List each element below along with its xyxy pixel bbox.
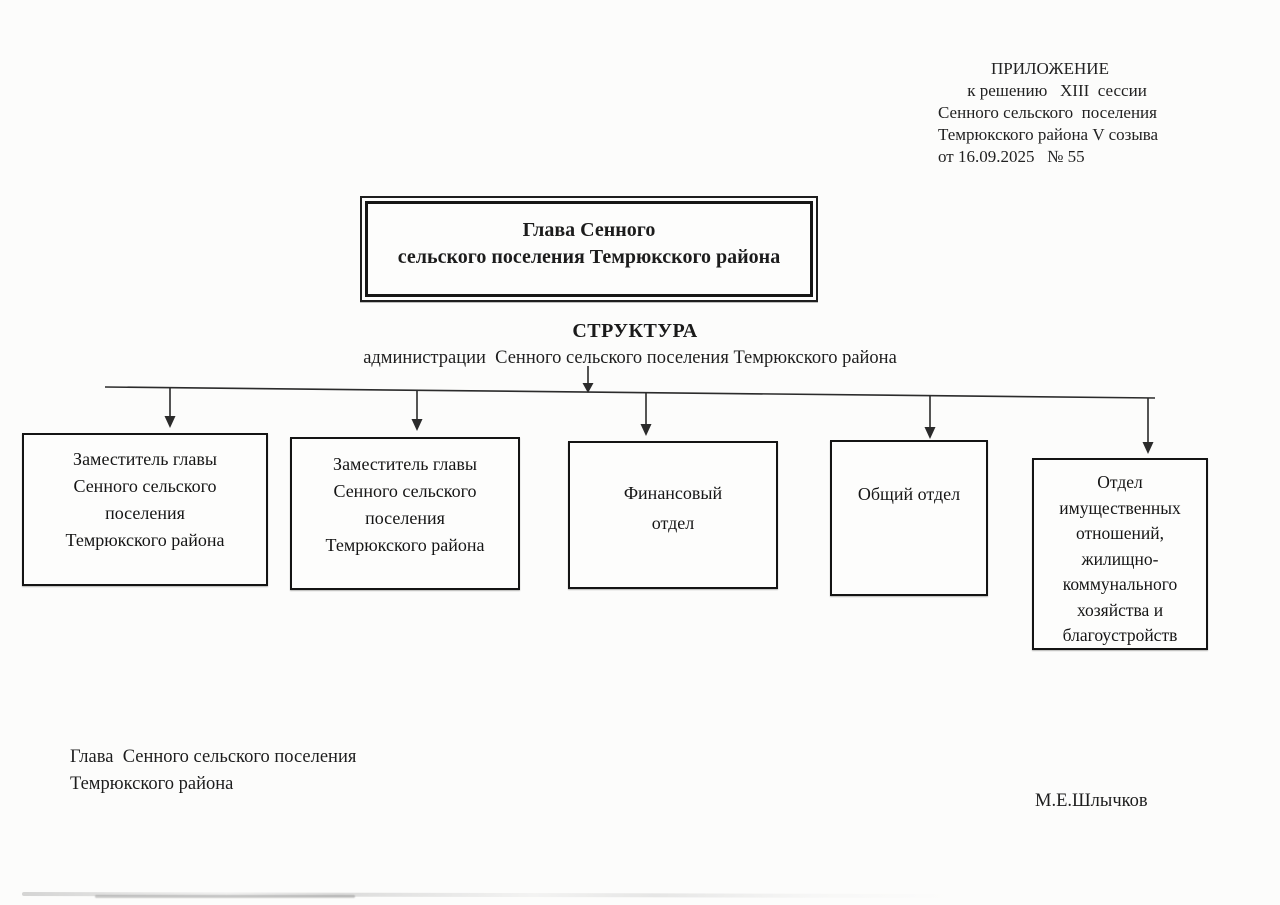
org-box-text-line: Финансовый — [623, 483, 723, 503]
org-box-text-line: хозяйства и — [1076, 599, 1164, 620]
arrowhead-title-drop — [583, 383, 594, 393]
org-box-text-line: отдел — [651, 513, 695, 533]
org-box-finance — [568, 441, 778, 589]
signature-title-block — [70, 744, 490, 798]
head-box-title-line: Глава Сенного — [522, 219, 656, 241]
org-box-text-line: Общий отдел — [857, 484, 961, 504]
org-box-text-line: Заместитель главы — [73, 449, 217, 469]
org-box-property — [1032, 458, 1208, 650]
org-box-text-line: коммунального — [1062, 574, 1178, 594]
org-box-text-line: поселения — [365, 508, 445, 528]
org-box-general — [830, 440, 988, 596]
org-box-deputy-1 — [22, 433, 268, 586]
signature-name: М.Е.Шлычков — [1035, 791, 1148, 811]
arrowhead-general — [925, 427, 936, 439]
org-box-text-line: Темрюкского района — [65, 530, 225, 550]
head-of-settlement-box-inner — [365, 201, 813, 297]
org-box-text-line: Темрюкского района — [325, 535, 485, 555]
arrowhead-property — [1143, 442, 1154, 454]
org-box-text-line: благоустройств — [1062, 625, 1178, 645]
arrowhead-finance — [641, 424, 652, 436]
org-box-deputy-2 — [290, 437, 520, 590]
structure-title: СТРУКТУРА — [572, 320, 698, 342]
org-box-text-line: Сенного сельского — [333, 481, 477, 501]
arrowhead-deputy-1 — [165, 416, 176, 428]
appendix-line: к решению XIII сессии — [967, 81, 1147, 100]
head-of-settlement-box — [360, 196, 818, 302]
appendix-line: ПРИЛОЖЕНИЕ — [991, 59, 1109, 78]
structure-subtitle: администрации Сенного сельского поселения Темрюкского района — [363, 348, 897, 368]
signature-title-line: Глава Сенного сельского поселения — [70, 747, 357, 767]
org-box-text-line: Отдел — [1097, 472, 1143, 492]
appendix-line: Темрюкского района V созыва — [938, 125, 1159, 144]
org-box-text-line: Сенного сельского — [73, 476, 217, 496]
appendix-line: Сенного сельского поселения — [938, 103, 1157, 122]
connector-rail — [105, 387, 1155, 398]
arrowhead-deputy-2 — [412, 419, 423, 431]
scan-artifact-streak-dark — [95, 895, 355, 898]
head-box-title-line: сельского поселения Темрюкского района — [397, 246, 781, 268]
org-box-text-line: жилищно- — [1081, 548, 1159, 569]
org-box-text-line: отношений, — [1076, 523, 1164, 543]
org-box-text-line: Заместитель главы — [333, 454, 477, 474]
appendix-line: от 16.09.2025 № 55 — [938, 147, 1085, 166]
signature-title-line: Темрюкского района — [70, 774, 234, 794]
org-box-text-line: имущественных — [1059, 497, 1181, 518]
org-box-text-line: поселения — [105, 503, 185, 523]
appendix-note — [938, 58, 1190, 168]
